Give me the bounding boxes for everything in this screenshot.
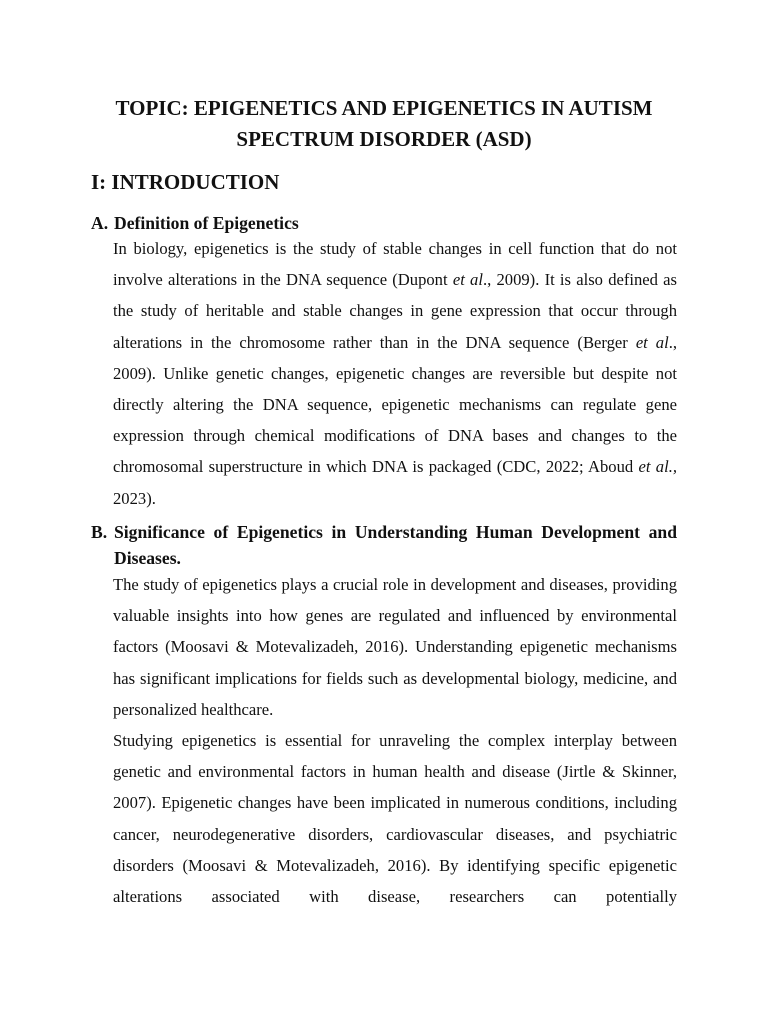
section-heading-introduction: I: INTRODUCTION (91, 170, 280, 194)
paragraph-text: Studying epigenetics is essential for unraveling the complex interplay between genetic and environmental factors in human health and disease (Jirtle & Skinner, 2007). Epigenetic changes have been implicated in numerous conditions, including cancer, neurodegenerative disorders, cardiovascular diseases, and psychiatric disorders (Moosavi & Motevalizadeh, 2016). By identifying specific epigenetic alterations associated with disease, researchers can potentially (113, 731, 677, 907)
paragraph-text: ., 2009). Unlike genetic changes, epigenetic changes are reversible but despite not directly altering the DNA sequence, epigenetic mechanisms can regulate gene expression through chemical modifications of DNA bases and changes to the chromosomal superstructure in which DNA is packaged (CDC, 2022; Aboud (113, 332, 678, 477)
italic-citation: et al., (638, 457, 677, 477)
italic-citation: et al (635, 332, 669, 352)
paragraph-text: ., 2009). It is also defined as the study of heritable and stable changes in gene expression that occur through alterations in the chromosome rather than in the DNA sequence (Berger (113, 270, 677, 352)
paragraph-text: In biology, epigenetics is the study of stable changes in cell function that do not involve alterations in the DNA sequence (Dupont (113, 239, 677, 290)
paragraph-text: 2023). (113, 488, 156, 508)
subsection-title: Definition of Epigenetics (114, 213, 299, 233)
subsection-heading-b (91, 519, 677, 571)
paragraph-significance-1: The study of epigenetics plays a crucial role in development and diseases, providing valuable insights into how genes are regulated and influenced by environmental factors (Moosavi & Motevalizadeh, 2016). Understanding epigenetic mechanisms has significant implications for fields such as developmental biology, medicine, and personalized healthcare. (113, 575, 677, 719)
subsection-letter: B. (91, 522, 108, 542)
paragraph-definition (113, 233, 677, 514)
subsection-letter: A. (91, 213, 109, 233)
paragraph-significance-2 (113, 725, 677, 943)
subsection-title: Significance of Epigenetics in Understanding Human Development and Diseases. (114, 522, 677, 568)
document-title: TOPIC: EPIGENETICS AND EPIGENETICS IN AUTISM SPECTRUM DISORDER (ASD) (115, 96, 653, 151)
italic-citation: et al (452, 270, 483, 290)
